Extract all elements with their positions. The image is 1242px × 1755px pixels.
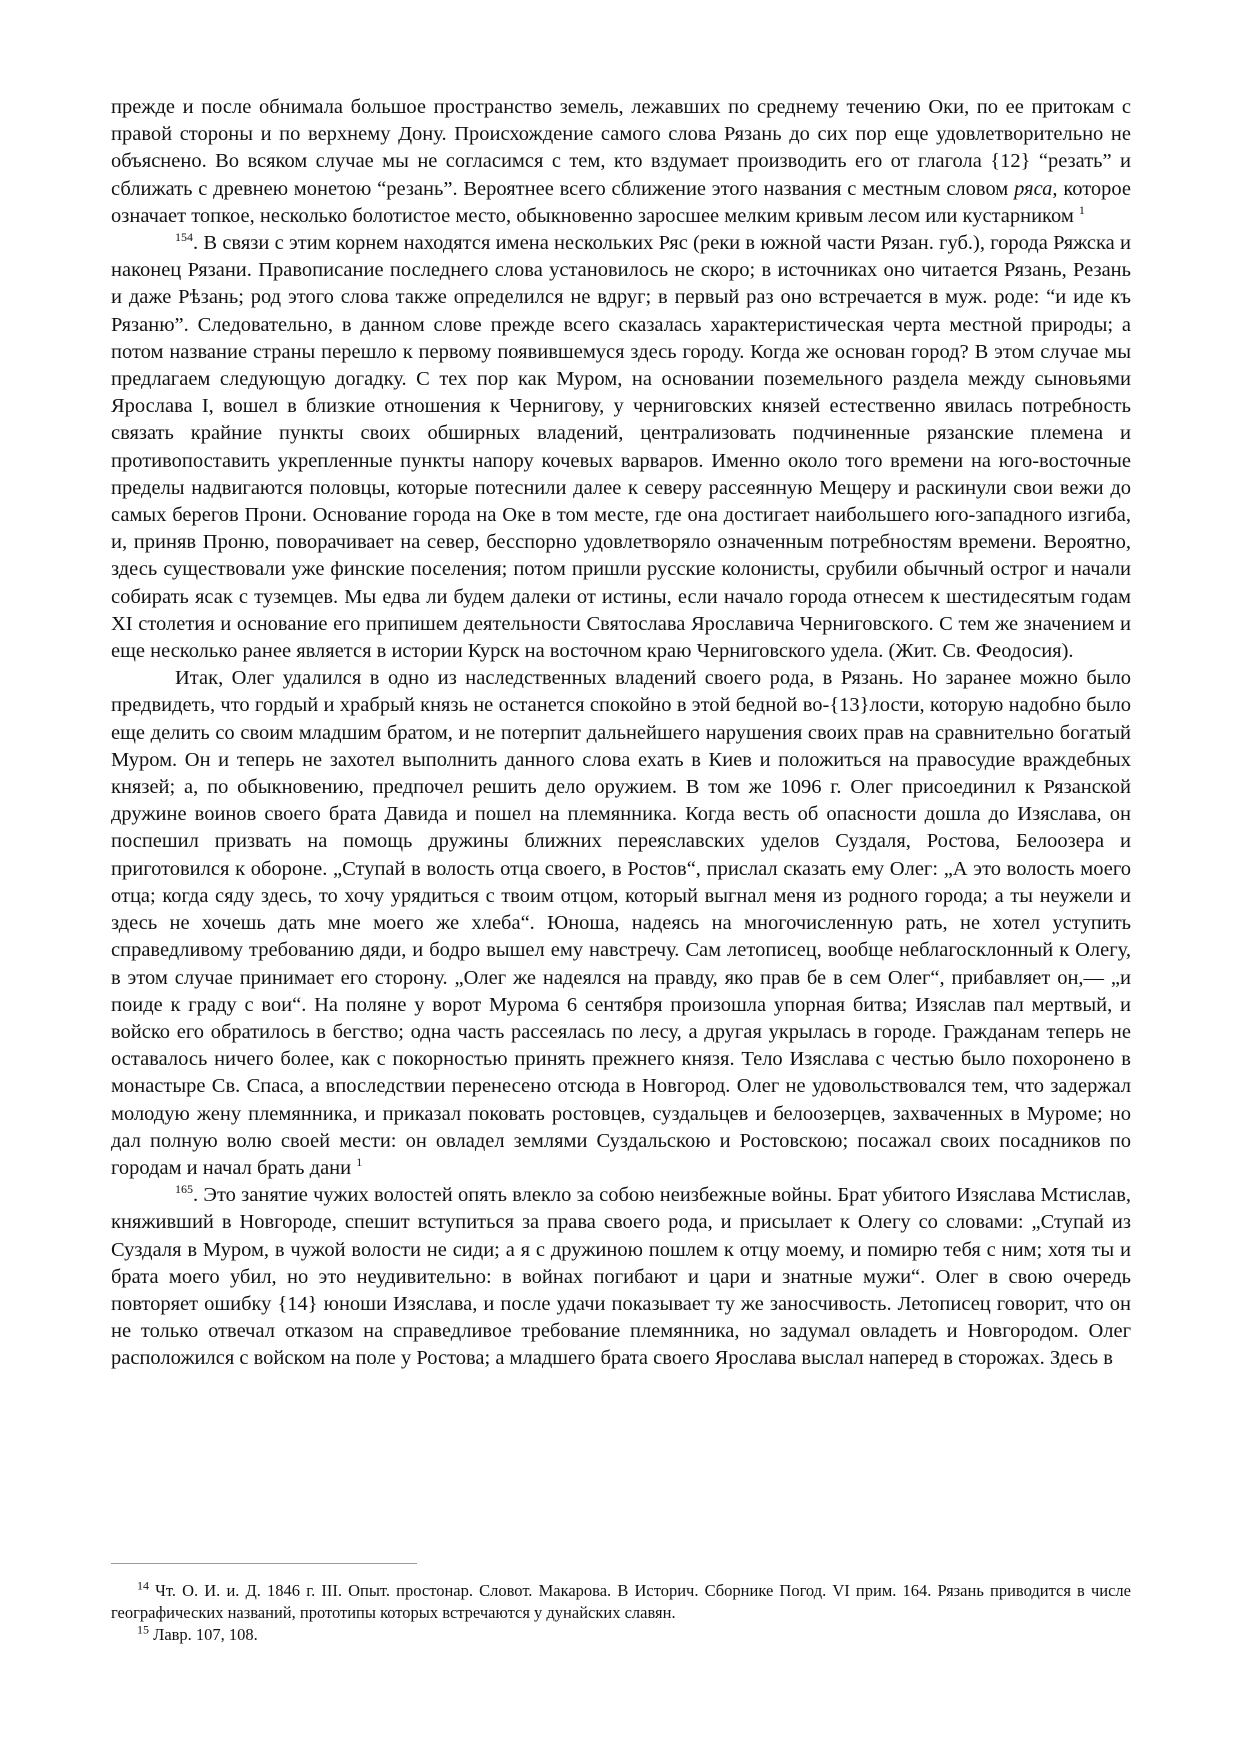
footnote-divider [111,1563,417,1564]
footnote-ref[interactable]: 1 [1078,202,1085,217]
footnotes [111,1580,1131,1646]
paragraph-2 [111,230,1131,665]
paragraph-1-text: прежде и после обнимала большое пространство земель, лежавших по среднему течению Оки, по ее притокам с правой стороны и по верхнему Дону. Происхождение самого слова Рязань до сих пор еще удовлетворительно не объяснено. Во всяком случае мы не согласимся с тем, кто вздумает производить его от глагола {12} “резать” и сближать с древнею монетою “резань”. Вероятнее всего сближение этого названия с местным словом [111,96,1131,200]
footnote-ref[interactable]: 154 [175,230,193,245]
paragraph-2-text: . В связи с этим корнем находятся имена нескольких Ряс (реки в южной части Рязан. губ.), города Ряжска и наконец Рязани. Правописание последнего слова установилось не скоро; в источниках оно читается Рязань, Резань и даже Рѣзань; род этого слова также определился не вдруг; в первый раз оно встречается в муж. роде: “и иде къ Рязаню”. Следовательно, в данном слове прежде всего сказалась характеристическая черта местной природы; а потом название страны перешло к первому появившемуся здесь городу. Когда же основан город? В этом случае мы предлагаем следующую догадку. С тех пор как Муром, на основании поземельного раздела между сыновьями Ярослава I, вошел в близкие отношения к Чернигову, у черниговских князей естественно явилась потребность связать крайние пункты своих обширных владений, централизовать подчиненные рязанские племена и противопоставить укрепленные пункты напору кочевых варваров. Именно около того времени на юго-восточные пределы надвигаются половцы, которые потеснили далее к северу рассеянную Мещеру и раскинули свои вежи до самых берегов Прони. Основание города на Оке в том месте, где она достигает наибольшего юго-западного изгиба, и, приняв Проню, поворачивает на север, бесспорно удовлетворяло означенным потребностям времени. Вероятно, здесь существовали уже финские поселения; потом пришли русские колонисты, срубили обычный острог и начали собирать ясак с туземцев. Мы едва ли будем далеки от истины, если начало города отнесем к шестидесятым годам XI столетия и основание его припишем деятельности Святослава Ярославича Черниговского. С тем же значением и еще несколько ранее является в истории Курск на восточном краю Черниговского удела. (Жит. Св. Феодосия). [111,232,1131,663]
footnote-ref[interactable]: 165 [175,1182,193,1197]
paragraph-4 [111,1182,1131,1372]
footnote-15 [111,1624,1131,1646]
italic-term: ряса [1014,177,1053,200]
footnote-mark: 15 [137,1622,149,1637]
footnote-text: Чт. О. И. и. Д. 1846 г. III. Опыт. простонар. Словот. Макарова. В Историч. Сборнике Погод. VI прим. 164. Рязань приводится в числе географических названий, прототипы которых встречаются у дунайских славян. [111,1581,1131,1622]
footnote-ref[interactable]: 1 [356,1155,363,1170]
paragraph-1 [111,94,1131,230]
paragraph-3 [111,665,1131,1182]
paragraph-1-text-end: , которое означает топкое, несколько болотистое место, обыкновенно заросшее мелким кривым лесом или кустарником [111,177,1132,227]
paragraph-4-text: . Это занятие чужих волостей опять влекло за собою неизбежные войны. Брат убитого Изяслава Мстислав, княживший в Новгороде, спешит вступиться за права своего рода, и присылает к Олегу со словами: „Ступай из Суздаля в Муром, в чужой волости не сиди; а я с дружиною пошлем к отцу моему, и помирю тебя с ним; хотя ты и брата моего убил, но это неудивительно: в войнах погибают и цари и знатные мужи“. Олег в свою очередь повторяет ошибку {14} юноши Изяслава, и после удачи показывает ту же заносчивость. Летописец говорит, что он не только отвечал отказом на справедливое требование племянника, но задумал овладеть и Новгородом. Олег расположился с войском на поле у Ростова; а младшего брата своего Ярослава выслал наперед в сторожах. Здесь в [111,1184,1131,1370]
paragraph-3-text: Итак, Олег удалился в одно из наследственных владений своего рода, в Рязань. Но заранее можно было предвидеть, что гордый и храбрый князь не останется спокойно в этой бедной во-{13}лости, которую надобно было еще делить со своим младшим братом, и не потерпит дальнейшего нарушения своих прав на сравнительно богатый Муром. Он и теперь не захотел выполнить данного слова ехать в Киев и положиться на правосудие враждебных князей; а, по обыкновению, предпочел решить дело оружием. В том же 1096 г. Олег присоединил к Рязанской дружине воинов своего брата Давида и пошел на племянника. Когда весть об опасности дошла до Изяслава, он поспешил призвать на помощь дружины ближних переяславских уделов Суздаля, Ростова, Белоозера и приготовился к обороне. „Ступай в волость отца своего, в Ростов“, прислал сказать ему Олег: „А это волость моего отца; когда сяду здесь, то хочу урядиться с твоим отцом, который выгнал меня из родного города; а ты неужели и здесь не хочешь дать мне моего же хлеба“. Юноша, надеясь на многочисленную рать, не хотел уступить справедливому требованию дяди, и бодро вышел ему навстречу. Сам летописец, вообще неблагосклонный к Олегу, в этом случае принимает его сторону. „Олег же надеялся на правду, яко прав бе в сем Олег“, прибавляет он,— „и поиде к граду с вои“. На поляне у ворот Мурома 6 сентября произошла упорная битва; Изяслав пал мертвый, и войско его обратилось в бегство; одна часть рассеялась по лесу, а другая укрылась в городе. Гражданам теперь не оставалось ничего более, как с покорностью принять прежнего князя. Тело Изяслава с честью было похоронено в монастыре Св. Спаса, а впоследствии перенесено отсюда в Новгород. Олег не удовольствовался тем, что задержал молодую жену племянника, и приказал поковать ростовцев, суздальцев и белоозерцев, захваченных в Муроме; но дал полную волю своей мести: он овладел землями Суздальскою и Ростовскою; посажал своих посадников по городам и начал брать дани [111,667,1131,1179]
footnote-text: Лавр. 107, 108. [149,1625,258,1644]
footnote-14 [111,1580,1131,1624]
main-text [111,94,1131,1373]
footnote-mark: 14 [137,1578,149,1593]
